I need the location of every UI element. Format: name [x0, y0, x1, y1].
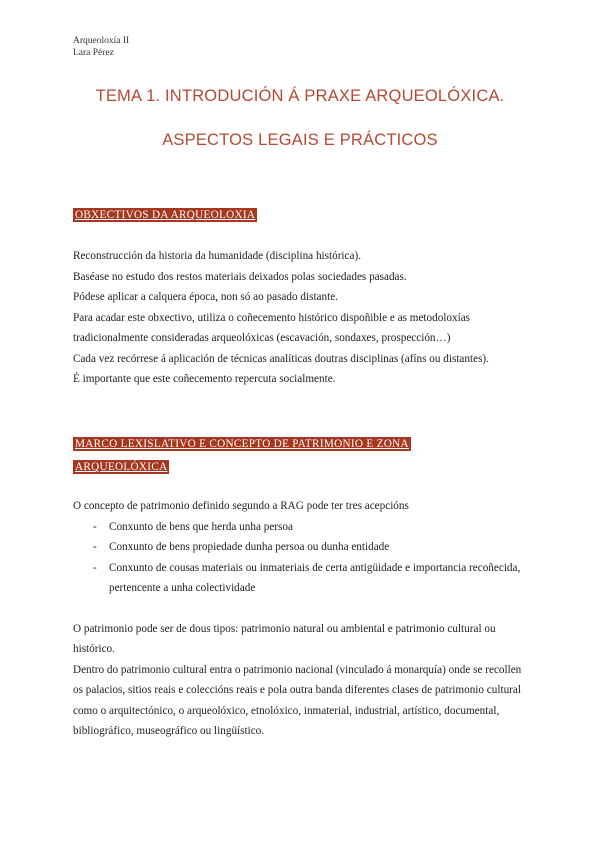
- paragraph: Pódese aplicar a calquera época, non só ao pasado distante.: [73, 291, 338, 303]
- list-item: - Conxunto de bens que herda unha persoa: [93, 517, 533, 538]
- section-heading-objectives: OBXECTIVOS DA ARQUEOLOXIA: [75, 209, 256, 221]
- paragraph: O concepto de patrimonio definido segundo a RAG pode ter tres acepcións: [73, 500, 409, 512]
- paragraph: Cada vez recórrese á aplicación de técnicas analíticas doutras disciplinas (afíns ou distantes).: [73, 352, 489, 365]
- list-item: - Conxunto de bens propiedade dunha persoa ou dunha entidade: [93, 537, 533, 558]
- paragraph: Para acadar este obxectivo, utiliza o coñecemento histórico dispoñible e as metodoloxías tradicionalmente consideradas arqueolóxicas (escavación, sondaxes, prospección…): [73, 311, 471, 344]
- section-heritage-body: [73, 496, 533, 742]
- list-item: - Conxunto de cousas materiais ou inmateriais de certa antigüidade e importancia recoñecida, pertencente a unha colectividade: [93, 558, 533, 599]
- paragraph: Dentro do patrimonio cultural entra o patrimonio nacional (vinculado á monarquía) onde se recollen os palacios, sitios reais e coleccións reais e pola outra banda diferentes clases de patrimonio cultural como o arquitectónico, o arqueolóxico, etnolóxico, inmaterial, industrial, artístico, documental, bibliográfico, museográfico ou lingüístico.: [73, 663, 522, 737]
- section-heading-heritage: MARCO LEXISLATIVO E CONCEPTO DE PATRIMONIO E ZONA ARQUEOLÓXICA: [75, 438, 409, 473]
- acepcions-list: [73, 517, 533, 599]
- document-header: [73, 35, 129, 59]
- course-name: Arqueoloxía II: [73, 36, 130, 46]
- section-heritage: [73, 432, 453, 498]
- paragraph: Reconstrucción da historia da humanidade (disciplina histórica).: [73, 250, 361, 262]
- page-title: TEMA 1. INTRODUCIÓN Á PRAXE ARQUEOLÓXICA. ASPECTOS LEGAIS E PRÁCTICOS: [95, 87, 505, 149]
- section-objectives: [73, 204, 533, 390]
- paragraph: É importante que este coñecemento repercuta socialmente.: [73, 373, 336, 385]
- paragraph: O patrimonio pode ser de dous tipos: patrimonio natural ou ambiental e patrimonio cultural ou histórico.: [73, 622, 496, 655]
- paragraph: Baséase no estudo dos restos materiais deixados polas sociedades pasadas.: [73, 270, 407, 283]
- author-name: Lara Pérez: [73, 48, 114, 58]
